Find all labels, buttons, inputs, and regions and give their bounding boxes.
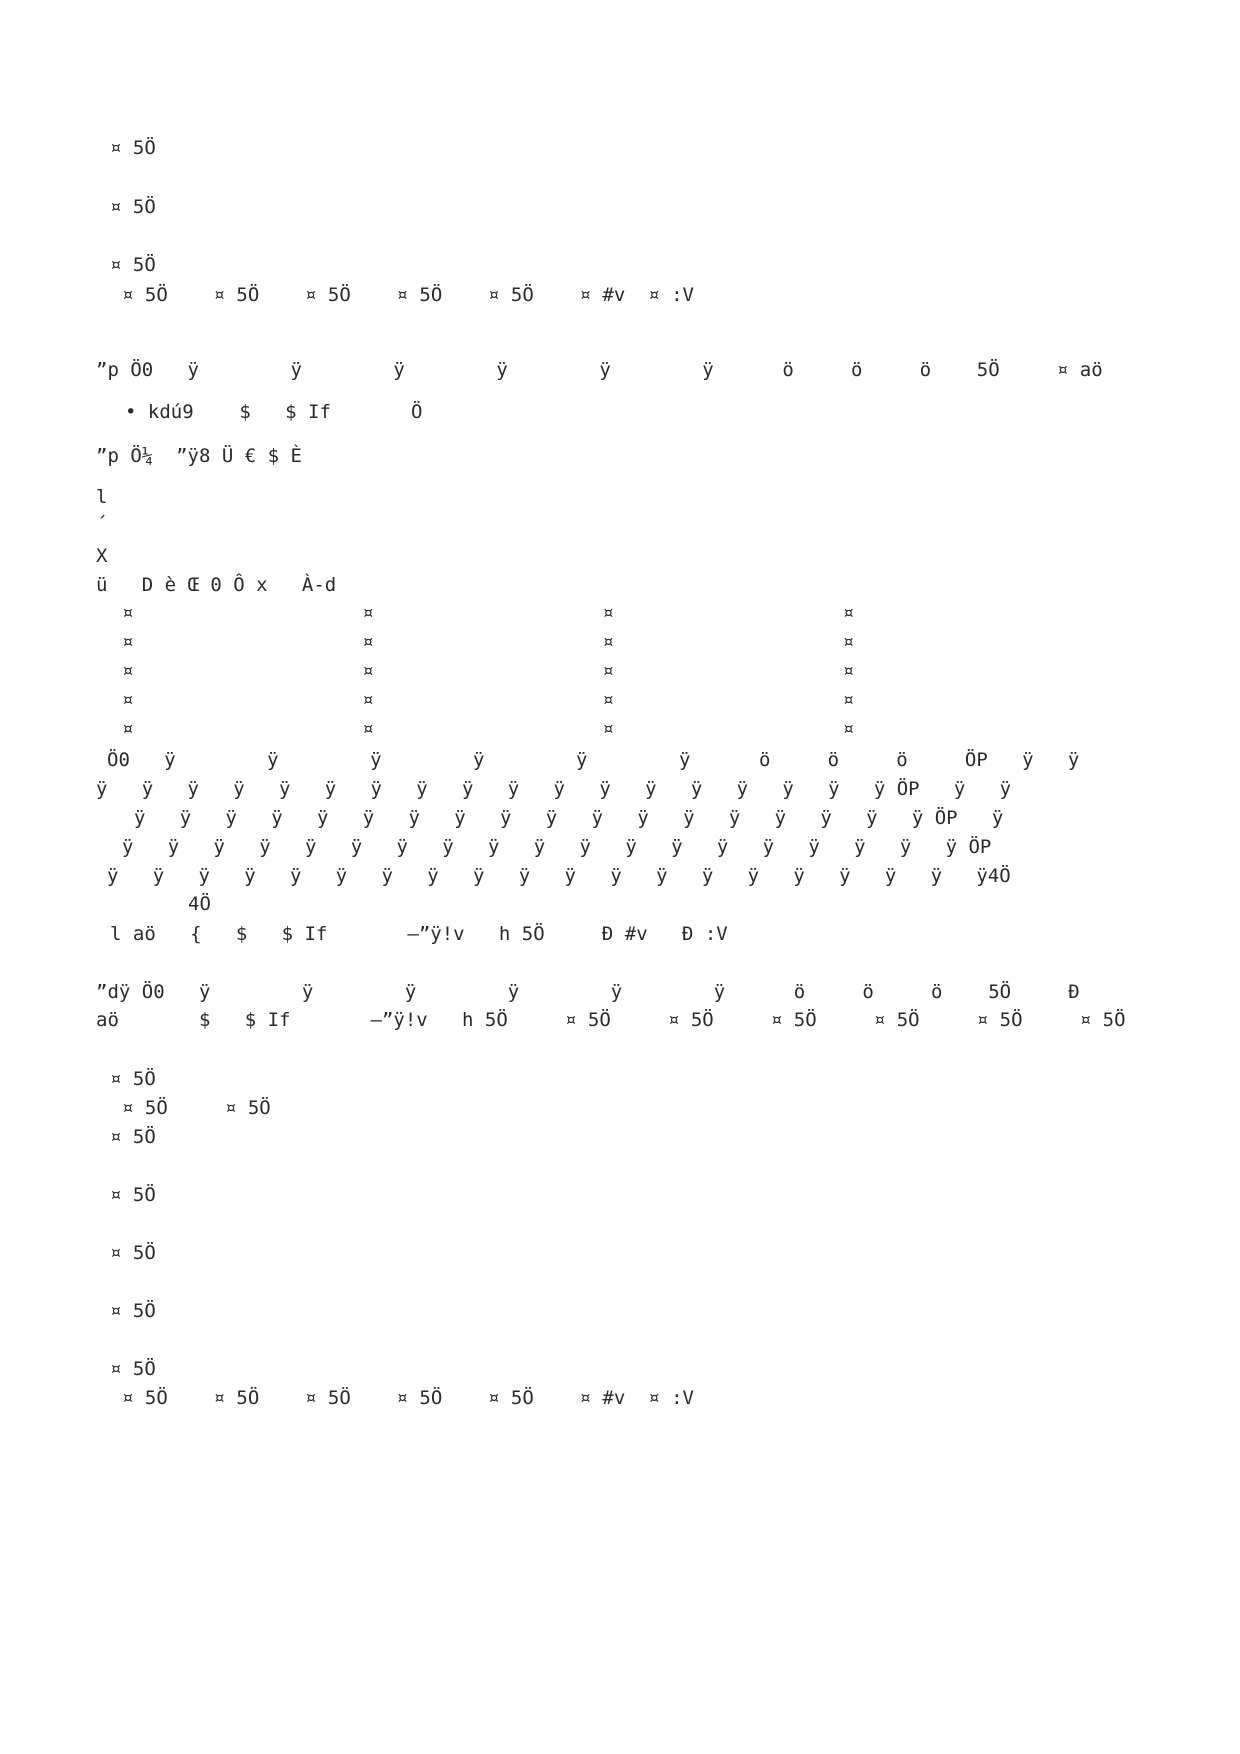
text-line: ¤ 5Ö ¤ 5Ö ¤ 5Ö ¤ 5Ö ¤ 5Ö ¤ #v ¤ :V [122, 284, 694, 306]
text-line: 4Ö [188, 893, 211, 915]
text-line: ´ [96, 513, 108, 535]
text-line: ÿ ÿ ÿ ÿ ÿ ÿ ÿ ÿ ÿ ÿ ÿ ÿ ÿ ÿ ÿ ÿ ÿ ÿ ÖP ÿ ÿ [96, 778, 1012, 800]
text-line: ”dÿ Ö0 ÿ ÿ ÿ ÿ ÿ ÿ ö ö ö 5Ö Ð [96, 981, 1080, 1003]
text-line: ¤ ¤ ¤ ¤ [122, 689, 855, 711]
text-line: ¤ 5Ö [110, 1184, 156, 1206]
text-line: Ö0 ÿ ÿ ÿ ÿ ÿ ÿ ö ö ö ÖP ÿ ÿ [107, 749, 1080, 771]
text-line: ¤ 5Ö [110, 1068, 156, 1090]
text-line: ¤ 5Ö [110, 254, 156, 276]
text-line: aö $ $ If –”ÿ!v h 5Ö ¤ 5Ö ¤ 5Ö ¤ 5Ö ¤ 5Ö ¤ 5Ö ¤ 5Ö [96, 1009, 1126, 1031]
text-line: ¤ 5Ö [110, 137, 156, 159]
text-line: ¤ 5Ö ¤ 5Ö ¤ 5Ö ¤ 5Ö ¤ 5Ö ¤ #v ¤ :V [122, 1387, 694, 1409]
text-line: l aö { $ $ If –”ÿ!v h 5Ö Ð #v Ð :V [110, 923, 728, 945]
text-line: l [96, 486, 108, 508]
text-line: ÿ ÿ ÿ ÿ ÿ ÿ ÿ ÿ ÿ ÿ ÿ ÿ ÿ ÿ ÿ ÿ ÿ ÿ ÿ ÖP [122, 836, 992, 858]
text-line: ¤ 5Ö [110, 1358, 156, 1380]
text-line: ÿ ÿ ÿ ÿ ÿ ÿ ÿ ÿ ÿ ÿ ÿ ÿ ÿ ÿ ÿ ÿ ÿ ÿ ÿ ÿ4Ö [107, 865, 1011, 887]
text-line: ÿ ÿ ÿ ÿ ÿ ÿ ÿ ÿ ÿ ÿ ÿ ÿ ÿ ÿ ÿ ÿ ÿ ÿ ÖP ÿ [134, 807, 1004, 829]
text-line: X [96, 545, 108, 567]
text-line: ”p Ö0 ÿ ÿ ÿ ÿ ÿ ÿ ö ö ö 5Ö ¤ aö [96, 359, 1103, 381]
text-line: ¤ 5Ö ¤ 5Ö [122, 1097, 271, 1119]
text-line: ¤ 5Ö [110, 196, 156, 218]
text-line: ¤ ¤ ¤ ¤ [122, 660, 855, 682]
text-line: • kdú9 $ $ If Ö [125, 401, 423, 423]
text-line: ¤ 5Ö [110, 1300, 156, 1322]
text-line: ü D è Œ 0 Ô x À-d [96, 574, 337, 596]
text-line: ¤ ¤ ¤ ¤ [122, 718, 855, 740]
text-line: ¤ 5Ö [110, 1242, 156, 1264]
text-line: ¤ ¤ ¤ ¤ [122, 631, 855, 653]
text-line: ¤ ¤ ¤ ¤ [122, 602, 855, 624]
text-line: ”p Ö¼ ”ÿ8 Ü € $ È [96, 445, 302, 467]
text-line: ¤ 5Ö [110, 1126, 156, 1148]
